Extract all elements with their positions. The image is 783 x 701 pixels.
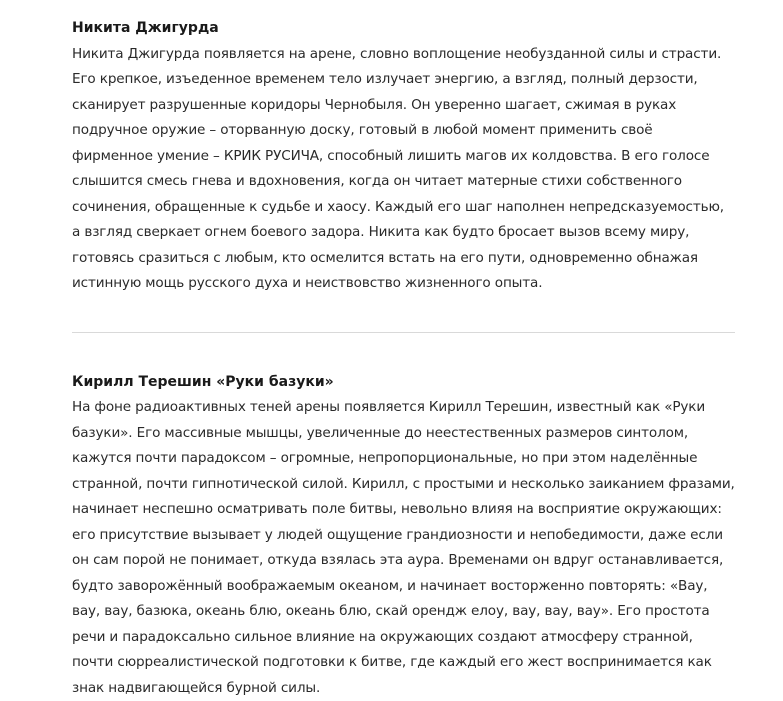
section-text: На фоне радиоактивных теней арены появляется Кирилл Терешин, известный как «Руки базуки». Его массивные мышцы, увеличенные до неестественных размеров синтолом, кажутся почти парадоксом – огромные, непропорциональные, но при этом наделённые странной, почти гипнотической силой. Кирилл, с простыми и несколько заиканием фразами, начинает неспешно осматривать поле битвы, невольно влияя на восприятие окружающих: его присутствие вызывает у людей ощущение грандиозности и непобедимости, даже если он сам порой не понимает, откуда взялась эта аура. Временами он вдруг останавливается, будто заворожённый воображаемым океаном, и начинает восторженно повторять: «Вау, вау, вау, базюка, океань блю, океань блю, скай орендж елоу, вау, вау, вау». Его простота речи и парадоксально сильное влияние на окружающих создают атмосферу странной, почти сюрреалистической подготовки к битве, где каждый его жест воспринимается как знак надвигающейся бурной силы. [72,395,736,701]
character-section-dzhigurda [72,16,736,297]
section-text: Никита Джигурда появляется на арене, словно воплощение необузданной силы и страсти. Его крепкое, изъеденное временем тело излучает энергию, а взгляд, полный дерзости, сканирует разрушенные коридоры Чернобыля. Он уверенно шагает, сжимая в руках подручное оружие – оторванную доску, готовый в любой момент применить своё фирменное умение – КРИК РУСИЧА, способный лишить магов их колдовства. В его голосе слышится смесь гнева и вдохновения, когда он читает матерные стихи собственного сочинения, обращенные к судьбе и хаосу. Каждый его шаг наполнен непредсказуемостью, а взгляд сверкает огнем боевого задора. Никита как будто бросает вызов всему миру, готовясь сразиться с любым, кто осмелится встать на его пути, одновременно обнажая истинную мощь русского духа и неиствовство жизненного опыта. [72,42,736,297]
section-title: Никита Джигурда [72,16,736,42]
character-section-tereshin [72,370,736,701]
section-title: Кирилл Терешин «Руки базуки» [72,370,736,396]
section-divider [72,332,735,333]
